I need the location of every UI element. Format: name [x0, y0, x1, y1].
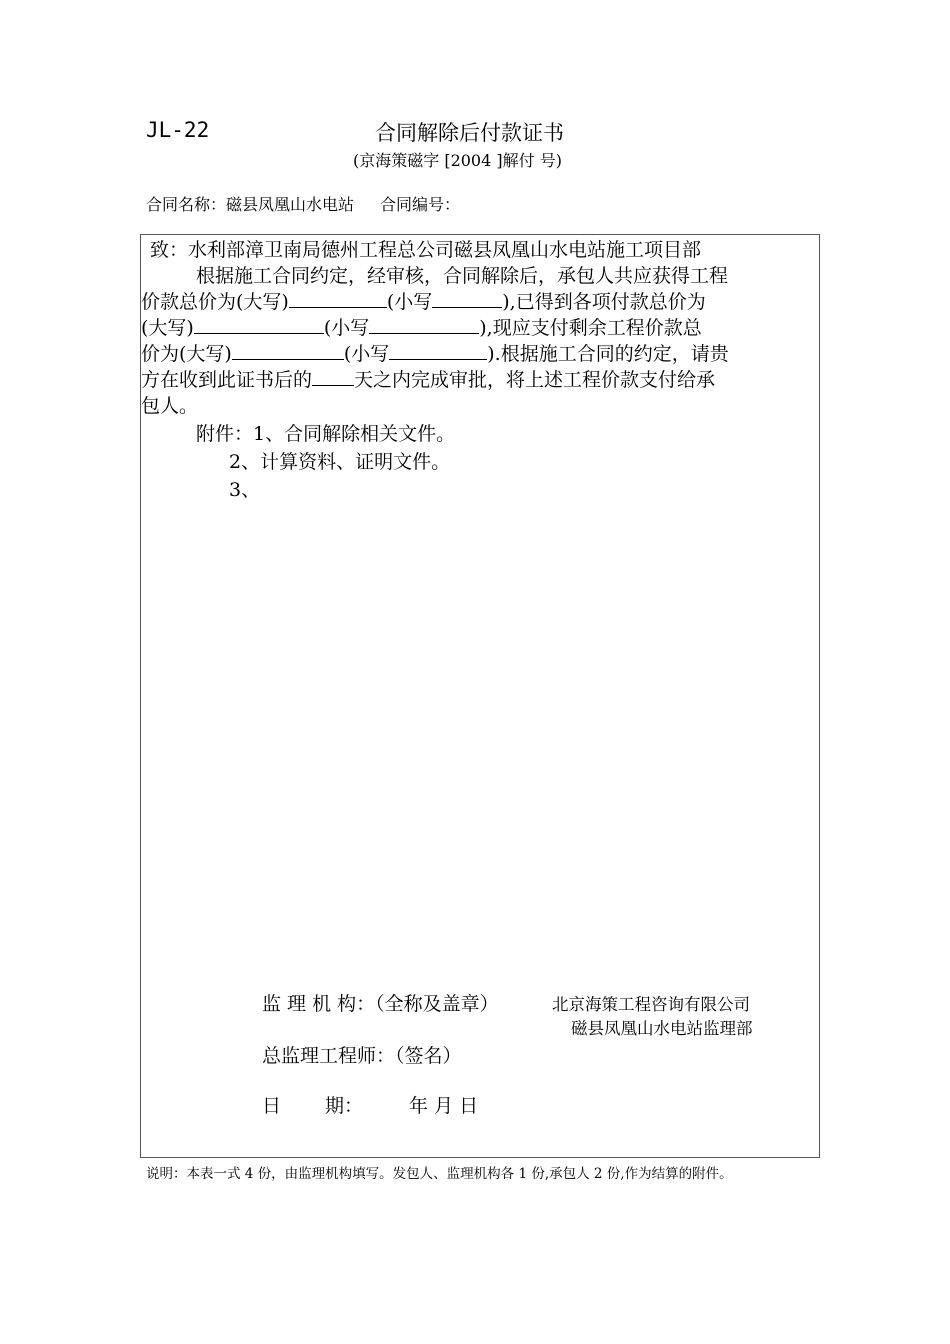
- attachment-3: 3、: [229, 479, 261, 501]
- contract-number-label: 合同编号：: [380, 195, 461, 214]
- date-line: [262, 1093, 478, 1119]
- blank-days[interactable]: [312, 367, 354, 386]
- body-line-4: [141, 341, 729, 367]
- date-label-rest: 期：: [325, 1095, 364, 1117]
- form-code: JL-22: [146, 118, 210, 142]
- blank-remaining-words[interactable]: [232, 341, 344, 360]
- footnote: 说明：本表一式 4 份，由监理机构填写。发包人、监理机构各 1 份,承包人 2 份,作为结算的附件。: [146, 1166, 733, 1182]
- page-title: 合同解除后付款证书: [375, 121, 564, 145]
- date-label-char: 日: [262, 1095, 282, 1117]
- text-segment: (小写: [323, 317, 370, 339]
- text-segment: ),已得到各项付款总价为: [502, 291, 706, 313]
- body-line-5: [141, 367, 715, 393]
- body-line-1: 根据施工合同约定，经审核，合同解除后，承包人共应获得工程: [196, 265, 729, 287]
- text-segment: 价款总价为(大写): [141, 291, 289, 313]
- blank-total-words[interactable]: [289, 289, 387, 308]
- date-value[interactable]: 年 月 日: [409, 1095, 479, 1117]
- contract-name-value: 磁县凤凰山水电站: [226, 195, 355, 214]
- text-segment: (小写: [386, 291, 433, 313]
- chief-engineer-label: 总监理工程师：（签名）: [262, 1045, 462, 1067]
- body-line-2: [141, 289, 706, 315]
- addressee: 致：水利部漳卫南局德州工程总公司磁县凤凰山水电站施工项目部: [150, 239, 702, 261]
- supervisor-org-name: 北京海策工程咨询有限公司: [552, 995, 750, 1014]
- supervisor-org-dept: 磁县凤凰山水电站监理部: [571, 1019, 753, 1038]
- contract-info: [146, 192, 460, 215]
- text-segment: (小写: [343, 343, 390, 365]
- document-number: (京海策磁字 [2004 ]解付 号): [353, 151, 562, 170]
- blank-total-figures[interactable]: [432, 289, 502, 308]
- text-segment: 价为(大写): [141, 343, 232, 365]
- text-segment: 方在收到此证书后的: [141, 369, 313, 391]
- text-segment: 天之内完成审批，将上述工程价款支付给承: [354, 369, 716, 391]
- text-segment: ),现应支付剩余工程价款总: [479, 317, 702, 339]
- attachment-2: 2、计算资料、证明文件。: [229, 451, 451, 473]
- body-line-6: 包人。: [141, 395, 199, 417]
- body-line-3: [141, 315, 702, 341]
- blank-paid-words[interactable]: [194, 315, 324, 334]
- supervisor-org-label: 监 理 机 构：（全称及盖章）: [262, 993, 499, 1015]
- certificate-frame: [140, 234, 820, 1158]
- text-segment: ).根据施工合同的约定，请贵: [487, 343, 729, 365]
- blank-paid-figures[interactable]: [369, 315, 479, 334]
- attachment-1: 附件：1、合同解除相关文件。: [196, 423, 456, 445]
- contract-name-label: 合同名称：: [146, 195, 227, 214]
- blank-remaining-figures[interactable]: [389, 341, 487, 360]
- text-segment: (大写): [141, 317, 194, 339]
